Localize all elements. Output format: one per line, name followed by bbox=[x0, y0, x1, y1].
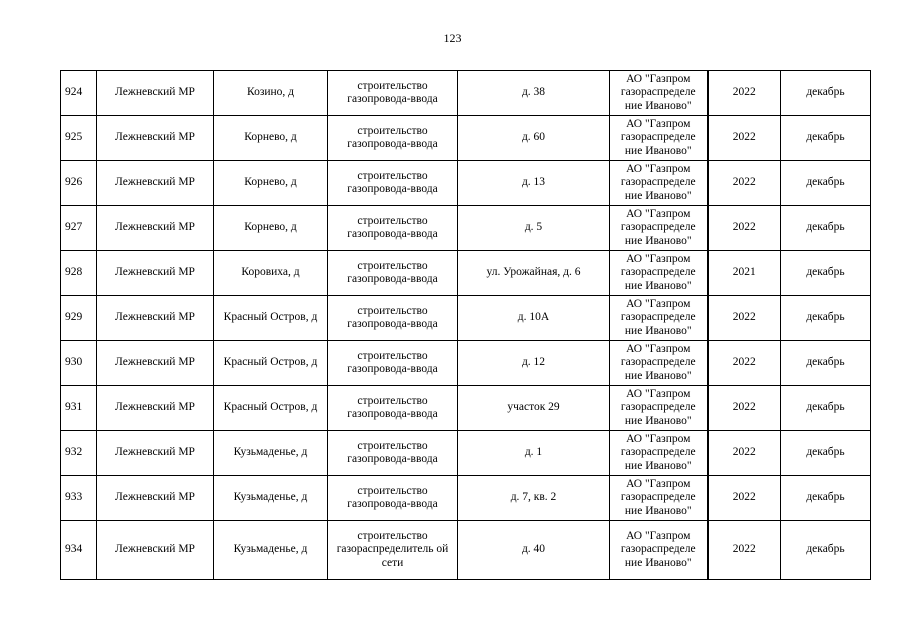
month-cell: декабрь bbox=[781, 296, 871, 341]
month-cell: декабрь bbox=[781, 251, 871, 296]
year-cell: 2021 bbox=[708, 251, 781, 296]
work-type-cell: строительство газопровода-ввода bbox=[328, 251, 458, 296]
year-cell: 2022 bbox=[708, 71, 781, 116]
organization-cell: АО "Газпром газораспределе ние Иваново" bbox=[610, 251, 708, 296]
organization-cell: АО "Газпром газораспределе ние Иваново" bbox=[610, 161, 708, 206]
district-cell: Лежневский МР bbox=[97, 476, 214, 521]
address-cell: д. 5 bbox=[458, 206, 610, 251]
row-number-cell: 924 bbox=[61, 71, 97, 116]
locality-cell: Кузьмаденье, д bbox=[214, 431, 328, 476]
locality-cell: Красный Остров, д bbox=[214, 296, 328, 341]
organization-cell: АО "Газпром газораспределе ние Иваново" bbox=[610, 296, 708, 341]
table-row bbox=[61, 341, 871, 386]
month-cell: декабрь bbox=[781, 476, 871, 521]
row-number-cell: 934 bbox=[61, 521, 97, 580]
month-cell: декабрь bbox=[781, 161, 871, 206]
table-body bbox=[61, 71, 871, 580]
work-type-cell: строительство газопровода-ввода bbox=[328, 71, 458, 116]
address-cell: д. 1 bbox=[458, 431, 610, 476]
month-cell: декабрь bbox=[781, 71, 871, 116]
month-cell: декабрь bbox=[781, 116, 871, 161]
work-type-cell: строительство газопровода-ввода bbox=[328, 341, 458, 386]
locality-cell: Коровиха, д bbox=[214, 251, 328, 296]
year-cell: 2022 bbox=[708, 386, 781, 431]
table-row bbox=[61, 116, 871, 161]
month-cell: декабрь bbox=[781, 386, 871, 431]
year-cell: 2022 bbox=[708, 431, 781, 476]
organization-cell: АО "Газпром газораспределе ние Иваново" bbox=[610, 206, 708, 251]
table-row bbox=[61, 71, 871, 116]
district-cell: Лежневский МР bbox=[97, 71, 214, 116]
district-cell: Лежневский МР bbox=[97, 251, 214, 296]
month-cell: декабрь bbox=[781, 341, 871, 386]
table-row bbox=[61, 431, 871, 476]
district-cell: Лежневский МР bbox=[97, 206, 214, 251]
address-cell: д. 60 bbox=[458, 116, 610, 161]
table-row bbox=[61, 521, 871, 580]
district-cell: Лежневский МР bbox=[97, 116, 214, 161]
year-cell: 2022 bbox=[708, 341, 781, 386]
organization-cell: АО "Газпром газораспределе ние Иваново" bbox=[610, 116, 708, 161]
locality-cell: Корнево, д bbox=[214, 116, 328, 161]
district-cell: Лежневский МР bbox=[97, 296, 214, 341]
year-cell: 2022 bbox=[708, 161, 781, 206]
month-cell: декабрь bbox=[781, 431, 871, 476]
organization-cell: АО "Газпром газораспределе ние Иваново" bbox=[610, 431, 708, 476]
row-number-cell: 927 bbox=[61, 206, 97, 251]
work-type-cell: строительство газопровода-ввода bbox=[328, 296, 458, 341]
organization-cell: АО "Газпром газораспределе ние Иваново" bbox=[610, 341, 708, 386]
month-cell: декабрь bbox=[781, 521, 871, 580]
row-number-cell: 932 bbox=[61, 431, 97, 476]
address-cell: д. 38 bbox=[458, 71, 610, 116]
work-type-cell: строительство газопровода-ввода bbox=[328, 476, 458, 521]
work-type-cell: строительство газопровода-ввода bbox=[328, 386, 458, 431]
district-cell: Лежневский МР bbox=[97, 431, 214, 476]
address-cell: д. 7, кв. 2 bbox=[458, 476, 610, 521]
address-cell: д. 13 bbox=[458, 161, 610, 206]
organization-cell: АО "Газпром газораспределе ние Иваново" bbox=[610, 476, 708, 521]
table-row bbox=[61, 161, 871, 206]
locality-cell: Кузьмаденье, д bbox=[214, 521, 328, 580]
work-type-cell: строительство газопровода-ввода bbox=[328, 161, 458, 206]
year-cell: 2022 bbox=[708, 521, 781, 580]
address-cell: д. 12 bbox=[458, 341, 610, 386]
address-cell: д. 10А bbox=[458, 296, 610, 341]
work-type-cell: строительство газопровода-ввода bbox=[328, 116, 458, 161]
work-type-cell: строительство газопровода-ввода bbox=[328, 206, 458, 251]
year-cell: 2022 bbox=[708, 206, 781, 251]
row-number-cell: 933 bbox=[61, 476, 97, 521]
address-cell: д. 40 bbox=[458, 521, 610, 580]
table-row bbox=[61, 251, 871, 296]
locality-cell: Красный Остров, д bbox=[214, 341, 328, 386]
address-cell: ул. Урожайная, д. 6 bbox=[458, 251, 610, 296]
district-cell: Лежневский МР bbox=[97, 521, 214, 580]
table-row bbox=[61, 386, 871, 431]
district-cell: Лежневский МР bbox=[97, 341, 214, 386]
table-row bbox=[61, 476, 871, 521]
row-number-cell: 925 bbox=[61, 116, 97, 161]
organization-cell: АО "Газпром газораспределе ние Иваново" bbox=[610, 521, 708, 580]
row-number-cell: 930 bbox=[61, 341, 97, 386]
month-cell: декабрь bbox=[781, 206, 871, 251]
year-cell: 2022 bbox=[708, 116, 781, 161]
work-type-cell: строительство газопровода-ввода bbox=[328, 431, 458, 476]
year-cell: 2022 bbox=[708, 296, 781, 341]
year-cell: 2022 bbox=[708, 476, 781, 521]
district-cell: Лежневский МР bbox=[97, 161, 214, 206]
locality-cell: Кузьмаденье, д bbox=[214, 476, 328, 521]
row-number-cell: 926 bbox=[61, 161, 97, 206]
district-cell: Лежневский МР bbox=[97, 386, 214, 431]
organization-cell: АО "Газпром газораспределе ние Иваново" bbox=[610, 386, 708, 431]
locality-cell: Корнево, д bbox=[214, 206, 328, 251]
row-number-cell: 931 bbox=[61, 386, 97, 431]
table-row bbox=[61, 296, 871, 341]
address-cell: участок 29 bbox=[458, 386, 610, 431]
work-type-cell: строительство газораспределитель ой сети bbox=[328, 521, 458, 580]
row-number-cell: 928 bbox=[61, 251, 97, 296]
locality-cell: Корнево, д bbox=[214, 161, 328, 206]
gas-connection-schedule-table bbox=[60, 70, 871, 580]
row-number-cell: 929 bbox=[61, 296, 97, 341]
organization-cell: АО "Газпром газораспределе ние Иваново" bbox=[610, 71, 708, 116]
table-row bbox=[61, 206, 871, 251]
locality-cell: Козино, д bbox=[214, 71, 328, 116]
page-number: 123 bbox=[443, 31, 462, 45]
locality-cell: Красный Остров, д bbox=[214, 386, 328, 431]
